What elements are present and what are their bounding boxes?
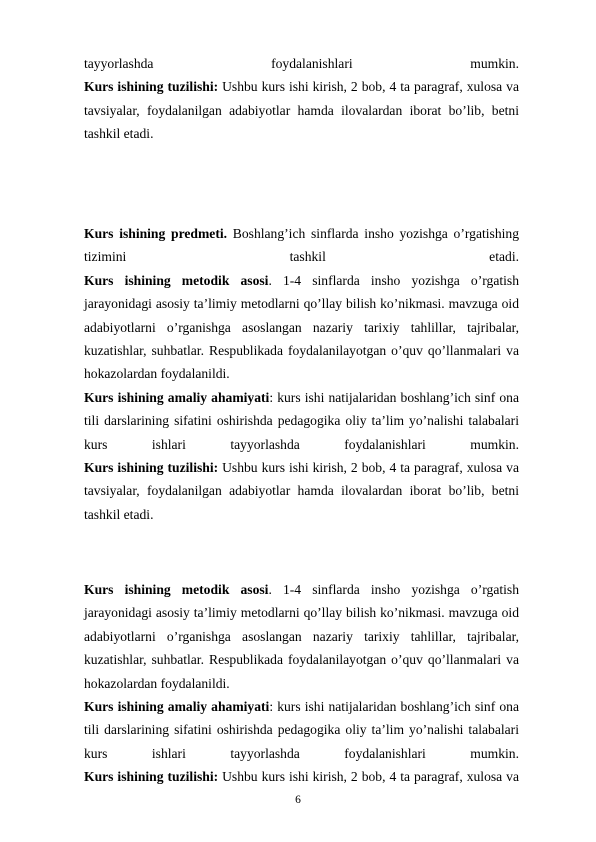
- paragraph-structure: [84, 765, 519, 788]
- paragraph-heading: Kurs ishining metodik asosi: [84, 582, 269, 597]
- text-block-bottom: [84, 578, 519, 789]
- paragraph-structure: [84, 75, 519, 145]
- page-number: 6: [295, 794, 301, 806]
- paragraph-text: tayyorlashda foydalanishlari mumkin.: [84, 56, 519, 71]
- paragraph-method-basis: [84, 578, 519, 695]
- paragraph-method-basis: [84, 269, 519, 386]
- paragraph-heading: Kurs ishining metodik asosi: [84, 272, 269, 288]
- paragraph-subject: [84, 222, 519, 269]
- paragraph-heading: Kurs ishining predmeti.: [84, 226, 228, 241]
- paragraph-heading: Kurs ishining amaliy ahamiyati: [84, 389, 270, 405]
- text-block-middle: [84, 222, 519, 526]
- paragraph-practical-value: [84, 386, 519, 456]
- paragraph-text: Ushbu kurs ishi kirish, 2 bob, 4 ta paragraf, xulosa va tavsiyalar, foydalanilgan adabiyotlar hamda ilovalardan iborat bo’lib, betni tashkil etadi.: [84, 460, 519, 522]
- paragraph-heading: Kurs ishining amaliy ahamiyati: [84, 699, 270, 715]
- paragraph-text: Ushbu kurs ishi kirish, 2 bob, 4 ta paragraf, xulosa va tavsiyalar, foydalanilgan adabiyotlar hamda ilovalardan iborat bo’lib, betni tashkil etadi.: [84, 79, 519, 142]
- paragraph-heading: Kurs ishining tuzilishi:: [84, 79, 219, 95]
- paragraph-text: . 1-4 sinflarda insho yozishga o’rgatish jarayonidagi asosiy ta’limiy metodlarni qo’llay bilish ko’nikmasi. mavzuga oid adabiyotlarni o’rganishga asoslangan nazariy tarixiy tahlillar, tajribalar, kuzatishlar, suhbatlar. Respublikada foydalanilayotgan o’quv qo’llanmalari va hokazolardan foydalanildi.: [84, 582, 519, 691]
- paragraph-text: : kurs ishi natijalaridan boshlang’ich sinf ona tili darslarining sifatini oshirishda pedagogika oliy ta’lim yo’nalishi talabalari kurs ishlari tayyorlashda foydalanishlari mumkin.: [84, 699, 519, 761]
- paragraph-text: . 1-4 sinflarda insho yozishga o’rgatish jarayonidagi asosiy ta’limiy metodlarni qo’llay bilish ko’nikmasi. mavzuga oid adabiyotlarni o’rganishga asoslangan nazariy tarixiy tahlillar, tajribalar, kuzatishlar, suhbatlar. Respublikada foydalanilayotgan o’quv qo’llanmalari va hokazolardan foydalanildi.: [84, 272, 519, 382]
- paragraph-text: Ushbu kurs ishi kirish, 2 bob, 4 ta paragraf, xulosa va: [218, 769, 519, 785]
- paragraph-practical-value: [84, 695, 519, 765]
- paragraph-heading: Kurs ishining tuzilishi:: [84, 769, 219, 785]
- paragraph-heading: Kurs ishining tuzilishi:: [84, 460, 219, 476]
- paragraph-text: : kurs ishi natijalaridan boshlang’ich sinf ona tili darslarining sifatini oshirishda pedagogika oliy ta’lim yo’nalishi talabalari kurs ishlari tayyorlashda foydalanishlari mumkin.: [84, 389, 519, 452]
- text-block-top: [84, 52, 519, 146]
- paragraph-text: Boshlang’ich sinflarda insho yozishga o’rgatishing tizimini tashkil etadi.: [84, 226, 520, 265]
- paragraph-continuation: [84, 52, 519, 75]
- paragraph-structure: [84, 456, 519, 526]
